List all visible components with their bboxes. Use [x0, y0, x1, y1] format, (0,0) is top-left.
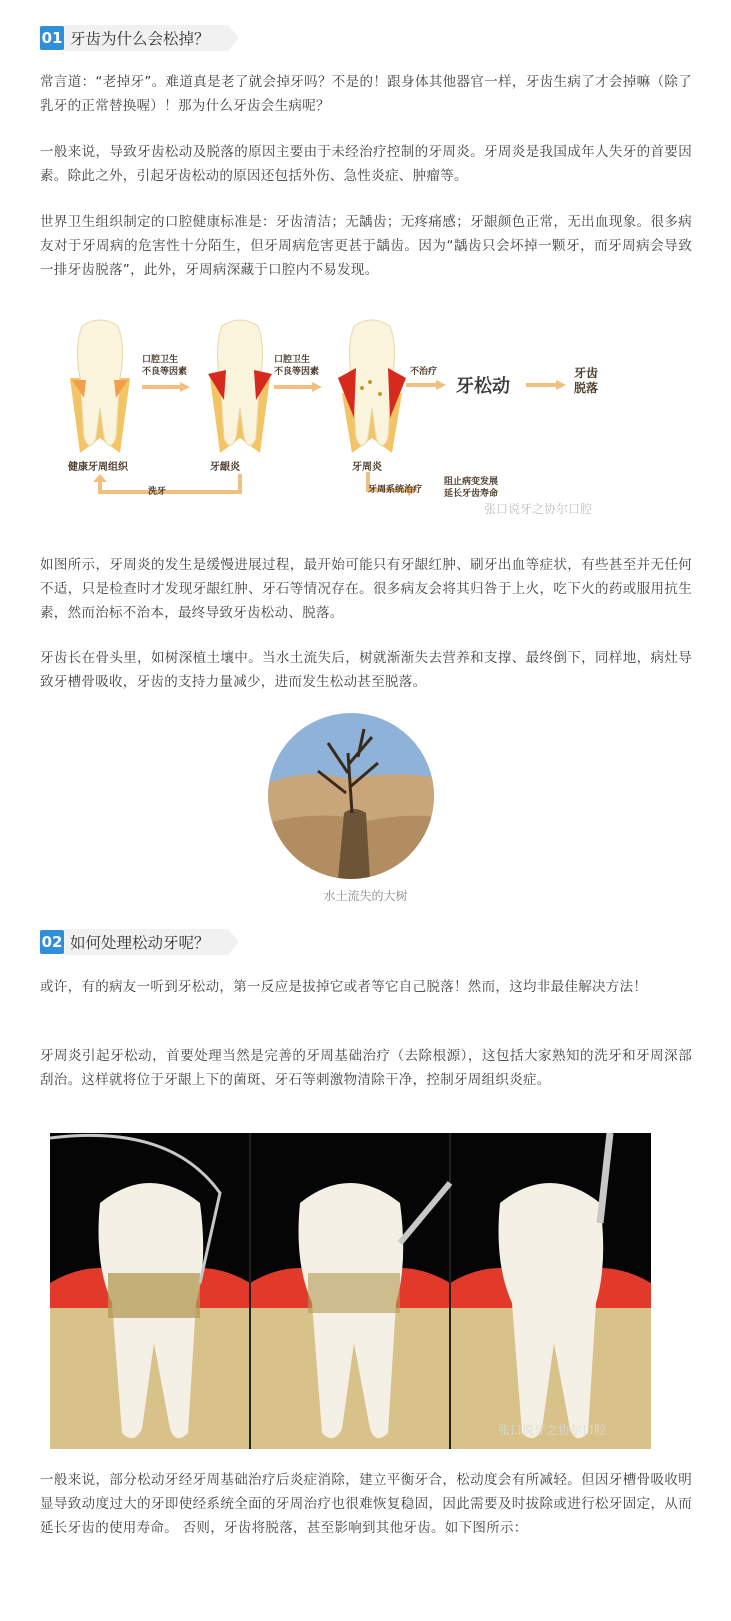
- section-title-box: [62, 25, 228, 51]
- treatment-label: 牙周系统治疗: [368, 485, 423, 495]
- paragraph: 一般来说，部分松动牙经牙周基础治疗后炎症消除，建立平衡牙合，松动度会有所减轻。但因牙槽骨吸收明显导致动度过大的牙即使经系统全面的牙周治疗也很难恢复稳固，因此需要及时拔除或进行松牙固定，从而延长牙齿的使用寿命。 否则，牙齿将脱落，甚至影响到其他牙齿。如下图所示：: [40, 1472, 692, 1536]
- cleaning-label: 洗牙: [148, 487, 167, 497]
- arrow-icon: [142, 382, 190, 392]
- arrow-icon: [406, 380, 446, 390]
- arrow-icon: [274, 382, 322, 392]
- paragraph: 常言道：“老掉牙”。难道真是老了就会掉牙吗？不是的！跟身体其他器官一样，牙齿生病了才会掉嘛（除了乳牙的正常替换喔）！那为什么牙齿会生病呢？: [40, 74, 692, 114]
- watermark: 张口说牙之协尔口腔: [498, 1423, 607, 1437]
- section-number-badge: 01: [40, 26, 64, 50]
- paragraph: 如图所示，牙周炎的发生是缓慢进展过程，最开始可能只有牙龈红肿、刷牙出血等症状，有些甚至并无任何不适，只是检查时才发现牙龈红肿、牙石等情况存在。很多病友会将其归咎于上火，吃下火的药或服用抗生素，然而治标不治本，最终导致牙齿松动、脱落。: [40, 557, 692, 621]
- section-title: 牙齿为什么会松掉？: [70, 30, 210, 48]
- cause-label-2: 口腔卫生 不良等因素: [274, 355, 320, 377]
- eroded-tree-photo: [268, 713, 434, 879]
- section-number-badge: 02: [40, 930, 64, 954]
- stage-label-periodontitis: 牙周炎: [352, 462, 382, 473]
- paragraph: 牙齿长在骨头里，如树深植土壤中。当水土流失后，树就渐渐失去营养和支撑、最终倒下，同样地，病灶导致牙槽骨吸收，牙齿的支持力量减少，进而发生松动甚至脱落。: [40, 650, 692, 690]
- return-arrow-icon: [90, 474, 260, 500]
- scaling-procedure-illustration: [50, 1133, 651, 1449]
- periodontitis-tooth-illustration: [332, 318, 412, 458]
- untreated-label: 不治疗: [410, 367, 438, 377]
- stage-label-gingivitis: 牙龈炎: [210, 462, 240, 473]
- periodontitis-progression-diagram: [60, 318, 660, 528]
- stage-label-healthy: 健康牙周组织: [68, 462, 128, 473]
- paragraph: 世界卫生组织制定的口腔健康标准是：牙齿清洁；无龋齿；无疼痛感；牙龈颜色正常，无出血现象。很多病友对于牙周病的危害性十分陌生，但牙周病危害更甚于龋齿。因为“龋齿只会坏掉一颗牙，而牙周病会导致一排牙齿脱落”，此外，牙周病深藏于口腔内不易发现。: [40, 214, 692, 278]
- watermark: 张口说牙之协尔口腔: [484, 502, 593, 516]
- section-heading-2: [40, 925, 228, 959]
- loose-tooth-label: 牙松动: [456, 376, 510, 397]
- gingivitis-tooth-illustration: [200, 318, 280, 458]
- cause-label-1: 口腔卫生 不良等因素: [142, 355, 188, 377]
- arrow-icon: [526, 380, 566, 390]
- section-heading-1: [40, 21, 228, 55]
- tooth-loss-label: 牙齿 脱落: [574, 366, 599, 395]
- image-caption: 水土流失的大树: [323, 889, 408, 903]
- section-title: 如何处理松动牙呢？: [70, 934, 210, 952]
- paragraph: 或许，有的病友一听到牙松动，第一反应是拔掉它或者等它自己脱落！然而，这均非最佳解决方法！: [40, 979, 648, 995]
- section-title-box: [62, 929, 228, 955]
- paragraph: 牙周炎引起牙松动，首要处理当然是完善的牙周基础治疗（去除根源），这包括大家熟知的洗牙和牙周深部刮治。这样就将位于牙龈上下的菌斑、牙石等刺激物清除干净，控制牙周组织炎症。: [40, 1048, 692, 1088]
- healthy-tooth-illustration: [60, 318, 140, 458]
- paragraph: 一般来说，导致牙齿松动及脱落的原因主要由于未经治疗控制的牙周炎。牙周炎是我国成年人失牙的首要因素。除此之外，引起牙齿松动的原因还包括外伤、急性炎症、肿瘤等。: [40, 144, 692, 184]
- treatment-result-label: 阻止病变发展 延长牙齿寿命: [444, 477, 499, 499]
